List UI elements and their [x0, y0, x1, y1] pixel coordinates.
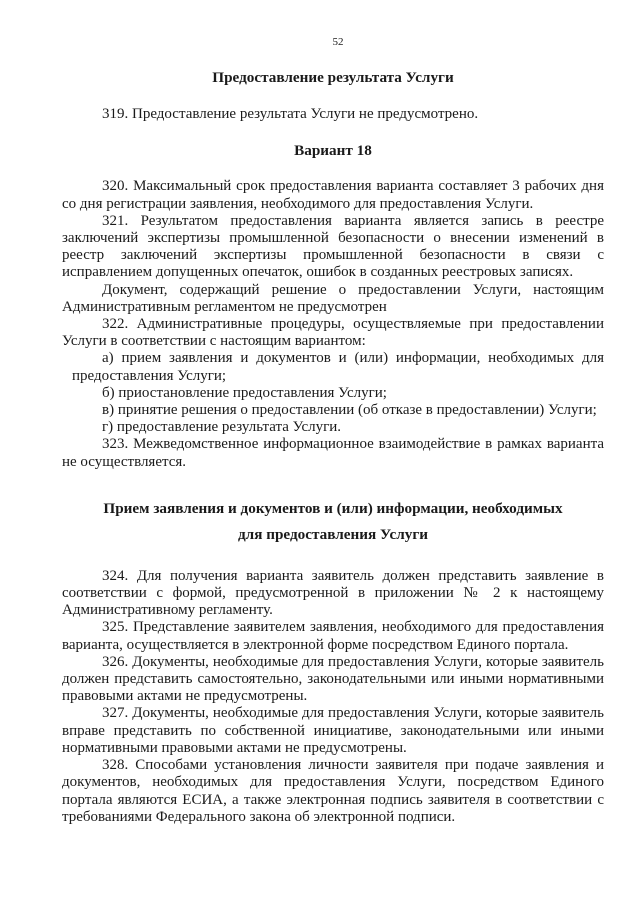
paragraph-321-document: Документ, содержащий решение о предоставлении Услуги, настоящим Административным регламентом не предусмотрен: [62, 281, 604, 315]
paragraph-319: 319. Предоставление результата Услуги не предусмотрено.: [102, 106, 479, 123]
heading-reception-line1: Прием заявления и документов и (или) информации, необходимых: [103, 499, 563, 517]
paragraph-320: 320. Максимальный срок предоставления варианта составляет 3 рабочих дня со дня регистрации заявления, необходимого для предоставления Услуги.: [62, 178, 604, 212]
paragraph-322-a: а) прием заявления и документов и (или) информации, необходимых для предоставления Услуги;: [72, 350, 604, 384]
paragraph-324: 324. Для получения варианта заявитель должен представить заявление в соответствии с формой, предусмотренной в приложении № 2 к настоящему Административному регламенту.: [62, 567, 604, 619]
heading-result: Предоставление результата Услуги: [212, 69, 454, 87]
paragraph-322-c: в) принятие решения о предоставлении (об отказе в предоставлении) Услуги;: [102, 402, 597, 419]
paragraph-322: 322. Административные процедуры, осуществляемые при предоставлении Услуги в соответствии с настоящим вариантом:: [62, 316, 604, 350]
paragraph-322-d: г) предоставление результата Услуги.: [102, 419, 342, 436]
heading-variant: Вариант 18: [294, 142, 372, 160]
paragraph-321: 321. Результатом предоставления варианта является запись в реестре заключений экспертизы промышленной безопасности о внесении изменений в реестр заключений экспертизы промышленной безопасности в связи с исправлением допущенных опечаток, ошибок в созданных реестровых записях.: [62, 212, 604, 281]
heading-reception: [62, 496, 604, 548]
paragraph-326: 326. Документы, необходимые для предоставления Услуги, которые заявитель должен представить самостоятельно, законодательными или иными нормативными правовыми актами не предусмотрены.: [62, 653, 604, 705]
paragraph-323: 323. Межведомственное информационное взаимодействие в рамках варианта не осуществляется.: [62, 436, 604, 470]
page-number: 52: [332, 36, 344, 48]
paragraph-322-b: б) приостановление предоставления Услуги;: [102, 384, 387, 401]
paragraph-327: 327. Документы, необходимые для предоставления Услуги, которые заявитель вправе представить по собственной инициативе, законодательными или иными нормативными правовыми актами не предусмотрены.: [62, 705, 604, 756]
paragraph-325: 325. Представление заявителем заявления, необходимого для предоставления варианта, осуществляется в электронной форме посредством Единого портала.: [62, 619, 604, 653]
paragraph-328: 328. Способами установления личности заявителя при подаче заявления и документов, необходимых для предоставления Услуги, посредством Единого портала являются ЕСИА, а также электронная подпись заявителя в соответствии с требованиями Федерального закона об электронной подписи.: [62, 757, 604, 825]
heading-reception-line2: для предоставления Услуги: [238, 525, 428, 543]
